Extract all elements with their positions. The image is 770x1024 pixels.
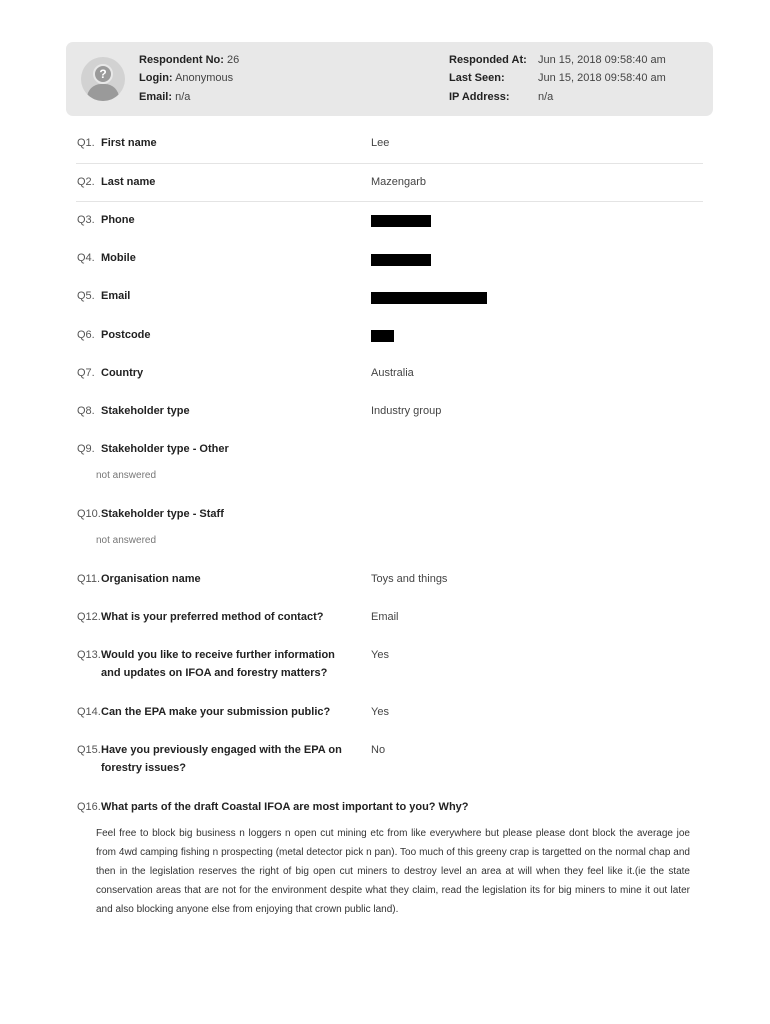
ip-address-value: n/a [538, 91, 554, 103]
answer-text: Lee [371, 137, 390, 149]
question-text: Mobile [101, 252, 136, 264]
respondent-no-value: 26 [227, 54, 240, 66]
last-seen-label: Last Seen: [449, 72, 505, 84]
question-number: Q6. [77, 329, 95, 341]
question-text: Would you like to receive further information and updates on IFOA and forestry matters? [101, 649, 335, 679]
redacted-answer [371, 330, 394, 342]
question-number: Q3. [77, 214, 95, 226]
respondent-header [66, 42, 713, 116]
email-label: Email: [139, 91, 173, 103]
respondent-no-label: Respondent No: [139, 54, 224, 66]
last-seen-value-cell [538, 71, 666, 85]
answer-text: Australia [371, 367, 414, 379]
ip-address-label-cell [449, 90, 510, 104]
avatar-head-shape [93, 64, 113, 84]
question-number: Q2. [77, 176, 95, 188]
long-answer-paragraph: Feel free to block big business n loggers n open cut mining etc from like everywhere but please please dont block the average joe from 4wd camping fishing n prospecting (metal detector pick n pan). Too much of this greeny crap is targetted on the normal chap and then in the legislation reserves the right of big open cut miners to destroy level an area at will when they feel like it.(ie the state conservation areas that are not for the environment despite what they claim, read the legislation its for big miners to mine it out later and also blocking anyone else from enjoying that crown public land). [96, 828, 690, 915]
question-number: Q10. [77, 508, 101, 520]
last-seen-value: Jun 15, 2018 09:58:40 am [538, 72, 666, 84]
answer-text: Email [371, 611, 399, 623]
responded-at-label-cell [449, 53, 527, 67]
responded-at-value-cell [538, 53, 666, 67]
ip-address-label: IP Address: [449, 91, 510, 103]
question-text: Last name [101, 176, 156, 188]
row-divider [76, 163, 703, 164]
question-text: Email [101, 290, 131, 302]
question-number: Q1. [77, 137, 95, 149]
row-divider [76, 201, 703, 202]
question-text: Have you previously engaged with the EPA on forestry issues? [101, 744, 342, 774]
redacted-answer [371, 215, 431, 227]
question-text: Stakeholder type - Staff [101, 508, 224, 520]
user-avatar-icon [81, 57, 125, 101]
question-text: Organisation name [101, 573, 201, 585]
question-text: What parts of the draft Coastal IFOA are most important to you? Why? [101, 801, 469, 813]
not-answered-text: not answered [96, 470, 157, 481]
question-text: Country [101, 367, 144, 379]
respondent-no-row [139, 53, 239, 67]
answer-text: Toys and things [371, 573, 448, 585]
question-mark-glyph: ? [99, 67, 107, 81]
question-number: Q16. [77, 801, 101, 813]
question-text: What is your preferred method of contact? [101, 611, 324, 623]
redacted-answer [371, 254, 431, 266]
login-value: Anonymous [175, 72, 234, 84]
email-row [139, 90, 190, 104]
question-text: Stakeholder type [101, 405, 190, 417]
question-text: Phone [101, 214, 135, 226]
question-number: Q11. [77, 573, 101, 585]
answer-text: Yes [371, 706, 389, 718]
not-answered-text: not answered [96, 535, 157, 546]
responded-at-label: Responded At: [449, 54, 527, 66]
avatar-body-shape [87, 84, 119, 101]
question-number: Q14. [77, 706, 101, 718]
answer-text: Industry group [371, 405, 442, 417]
question-number: Q4. [77, 252, 95, 264]
question-number: Q7. [77, 367, 95, 379]
ip-address-value-cell [538, 90, 553, 104]
question-number: Q9. [77, 443, 95, 455]
question-text: Postcode [101, 329, 151, 341]
question-text: First name [101, 137, 157, 149]
login-label: Login: [139, 72, 173, 84]
question-text: Can the EPA make your submission public? [101, 706, 331, 718]
question-number: Q15. [77, 744, 101, 756]
answer-text: Yes [371, 649, 389, 661]
question-number: Q8. [77, 405, 95, 417]
email-value: n/a [175, 91, 191, 103]
question-number: Q5. [77, 290, 95, 302]
answer-text: Mazengarb [371, 176, 427, 188]
last-seen-label-cell [449, 71, 505, 85]
question-number: Q13. [77, 649, 101, 661]
redacted-answer [371, 292, 487, 304]
answer-text: No [371, 744, 386, 756]
responded-at-value: Jun 15, 2018 09:58:40 am [538, 54, 666, 66]
login-row [139, 71, 233, 85]
question-text: Stakeholder type - Other [101, 443, 229, 455]
question-number: Q12. [77, 611, 101, 623]
